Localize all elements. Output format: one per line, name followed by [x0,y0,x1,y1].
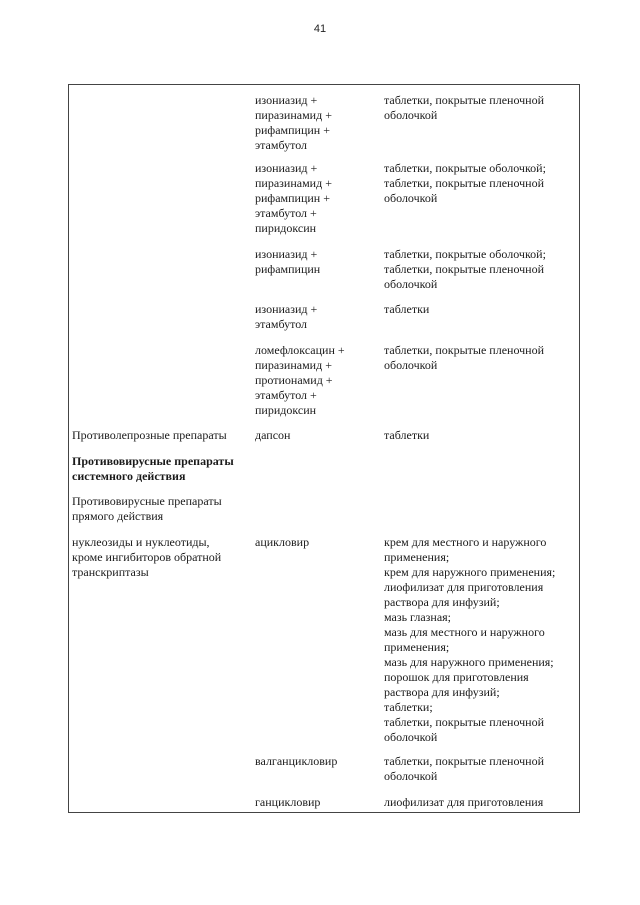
drug-name-cell: изониазид + пиразинамид + рифампицин + этамбутол + пиридоксин [255,161,332,235]
section-heading: Противовирусные препараты системного действия [72,454,234,483]
dosage-form-cell: таблетки, покрытые пленочной оболочкой [384,93,545,122]
drug-name-cell: изониазид + рифампицин [255,247,321,276]
group-cell: Противолепрозные препараты [72,428,227,442]
dosage-form-cell: таблетки, покрытые пленочной оболочкой [384,343,545,372]
dosage-form-cell: лиофилизат для приготовления [384,795,544,809]
page-number: 41 [313,23,327,35]
drug-name-cell: ганцикловир [255,795,321,809]
drug-table [68,84,580,813]
dosage-form-cell: таблетки, покрытые оболочкой; таблетки, покрытые пленочной оболочкой [384,247,546,291]
drug-name-cell: ацикловир [255,535,310,549]
drug-name-cell: дапсон [255,428,291,442]
group-cell: Противовирусные препараты прямого действия [72,494,222,523]
drug-name-cell: изониазид + этамбутол [255,302,318,331]
drug-name-cell: валганцикловир [255,754,338,768]
dosage-form-cell: таблетки [384,302,430,316]
dosage-form-cell: таблетки, покрытые пленочной оболочкой [384,754,545,783]
drug-name-cell: ломефлоксацин + пиразинамид + протионамид + этамбутол + пиридоксин [255,343,345,417]
dosage-form-cell: таблетки, покрытые оболочкой; таблетки, покрытые пленочной оболочкой [384,161,546,205]
dosage-form-cell: таблетки [384,428,430,442]
group-cell: нуклеозиды и нуклеотиды, кроме ингибиторов обратной транскриптазы [72,535,222,579]
drug-name-cell: изониазид + пиразинамид + рифампицин + этамбутол [255,93,332,152]
dosage-form-cell: крем для местного и наружного применения; крем для наружного применения; лиофилизат для приготовления раствора для инфузий; мазь глазная; мазь для местного и наружного применения; мазь для наружного применения; порошок для приготовления раствора для инфузий; таблетки; таблетки, покрытые пленочной оболочкой [384,535,556,744]
